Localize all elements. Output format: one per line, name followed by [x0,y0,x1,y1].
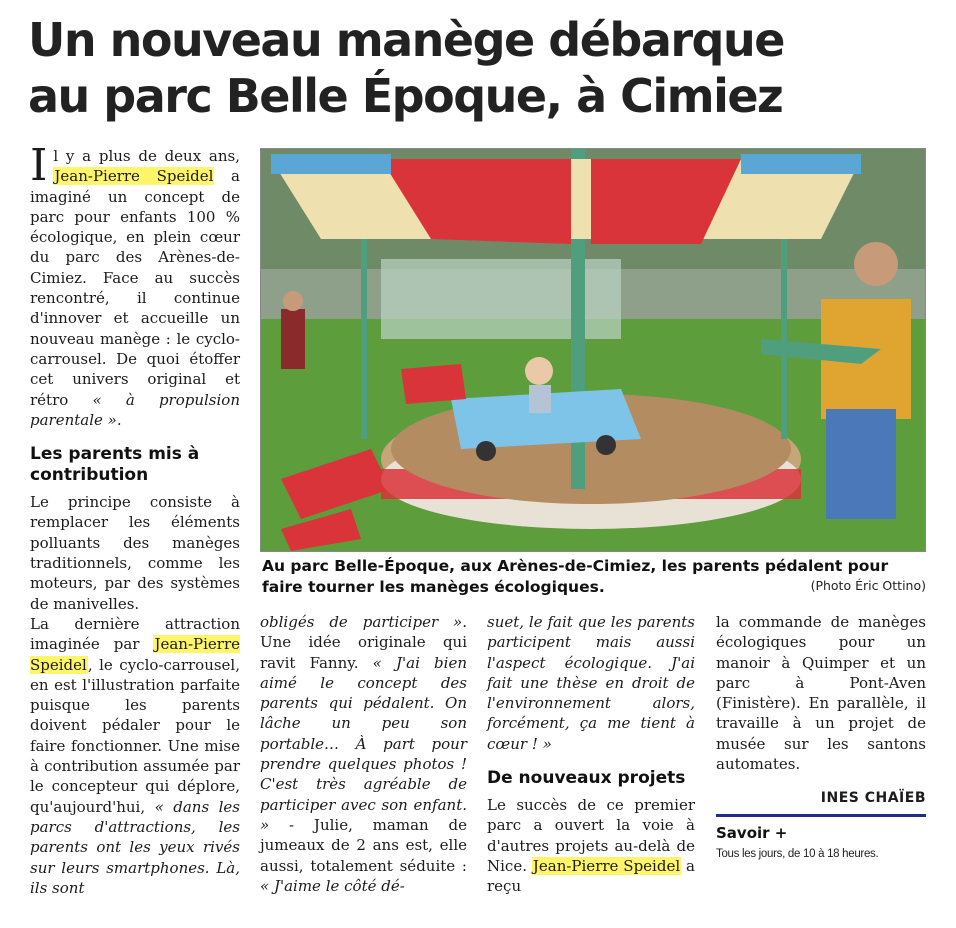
principle-paragraph: Le principe consiste à remplacer les éléments polluants des manèges traditionnels, comme les moteurs, par des systèmes de manivelles. [30,493,240,613]
carrousel-paragraph [30,614,240,898]
headline-line-2: au parc Belle Époque, à Cimiez [28,69,783,123]
fanny-quote: « J'ai bien aimé le concept des parents qui pédalent. On lâche un peu son portable… À part pour prendre quelques photos ! C'est très agréable de participer avec son enfant. » [260,653,467,834]
column-1 [30,140,240,898]
photo-credit: (Photo Éric Ottino) [810,578,926,593]
savoir-title: Savoir + [716,824,788,842]
subhead-parents: Les parents mis à contribution [30,444,200,486]
carrousel-quote: « dans les parcs d'attractions, les parents ont les yeux rivés sur leurs smartphones. Là, ils sont [30,797,240,897]
intro-text: a imaginé un concept de parc pour enfants 100 % écologique, en plein cœur du parc des Arènes-de-Cimiez. Face au succès rencontré, il continue d'innover et accueille un nouveau manège : le cyclo-carrousel. De quoi étoffer cet univers original et rétro [30,167,240,409]
savoir-rule [716,814,926,817]
subhead-projects: De nouveaux projets [487,768,686,789]
commissions-paragraph: la commande de manèges écologiques pour un manoir à Quimper et un parc à Pont-Aven (Finistère). En parallèle, il travaille à un projet de musée sur les santons automates. [716,613,926,774]
quote-end: obligés de participer ». [260,613,467,631]
julie-text: - Julie, maman de jumeaux de 2 ans est, elle aussi, totalement séduite : [260,815,467,875]
projects-text-end: a reçu [487,856,695,896]
savoir-text: Tous les jours, de 10 à 18 heures. [716,848,879,860]
projects-paragraph [487,795,695,896]
julie-quote: « J'aime le côté dé- [260,876,405,895]
photo-caption: Au parc Belle-Époque, aux Arènes-de-Cimiez, les parents pédalent pour faire tourner les manèges écologiques. [262,557,889,596]
intro-pre: l y a plus de deux ans, [53,147,240,165]
column-3 [487,612,695,897]
intro-paragraph [30,140,240,430]
headline [28,12,928,124]
carrousel-text: , le cyclo-carrousel, en est l'illustration parfaite puisque les parents doivent pédaler pour le faire fonctionner. Une mise à contribution assumée par le concepteur qui déplore, qu'aujourd'hui, [30,655,240,816]
carousel-illustration [261,149,925,551]
fanny-text: Une idée originale qui ravit Fanny. [260,633,467,672]
highlighted-name: Jean-Pierre Speidel [54,167,214,186]
intro-quote: « à propulsion parentale ». [30,390,240,429]
column-2 [260,612,467,896]
column-4 [716,612,926,809]
drop-cap: I [30,140,48,191]
col2-paragraph [260,612,467,896]
highlighted-name: Jean-Pierre Speidel [30,635,240,674]
carousel-photo [260,148,926,552]
headline-line-1: Un nouveau manège débarque [28,13,784,67]
author-byline: INES CHAÏEB [820,790,926,807]
carrousel-pre: La dernière attraction imaginée par [30,614,240,654]
julie-quote-continued: suet, le fait que les parents participent mais aussi l'aspect écologique. J'ai fait une thèse en droit de l'environnement alors, forcément, ça me tient à cœur ! » [487,613,695,753]
projects-text: Le succès de ce premier parc a ouvert la voie à d'autres projets au-delà de Nice. [487,796,695,875]
highlighted-name: Jean-Pierre Speidel [532,856,681,875]
